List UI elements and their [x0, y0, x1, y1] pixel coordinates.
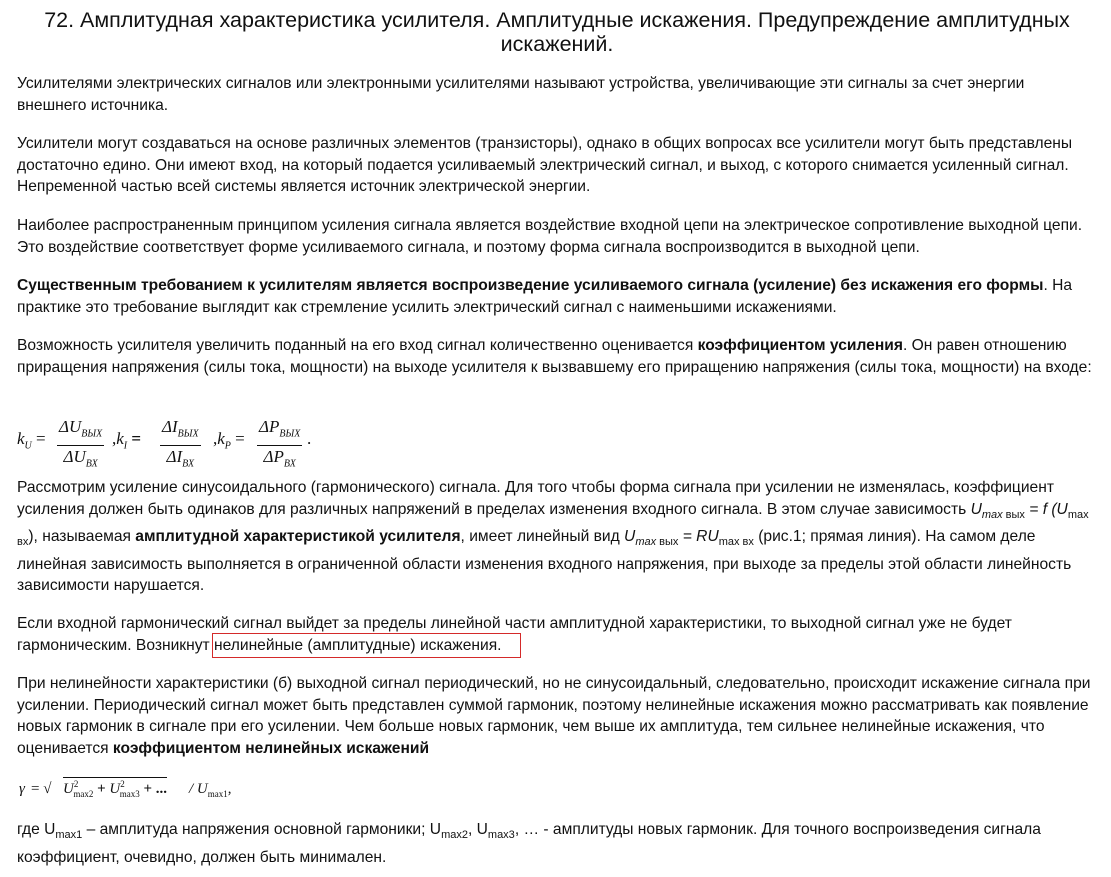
paragraph-amplitude-characteristic: Рассмотрим усиление синусоидального (гармонического) сигнала. Для того чтобы форма сигнала при усилении не изменялась, коэффициент усиления должен быть одинаков для различных напряжений в пределах изменения входного сигнала. В этом случае зависимость $U_{max}$ $_{вых}$ = f $(U_{max вх})$, называемая амплитудной характеристикой усилителя, имеет линейный вид $U_{max}$ $_{вых} = RU_{max вх}$ (рис.1; прямая линия). На самом деле линейная зависимость выполняется в ограниченной области изменения входного напряжения, при выходе за пределы этой области линейность зависимости нарушается. [17, 479, 1089, 595]
formula-kp: $,k_P$ = [213, 429, 245, 452]
paragraph-definition: Усилителями электрических сигналов или электронными усилителями называют устройства, увеличивающие эти сигналы за счет энергии внешнего источника. [17, 75, 1025, 114]
highlight-box [212, 633, 521, 658]
paragraph-harmonics: При нелинейности характеристики (б) выходной сигнал периодический, но не синусоидальный, следовательно, происходит искажение сигнала при усилении. Периодический сигнал может быть представлен суммой гармоник, поэтому нелинейные искажения можно рассматривать как появление новых гармоник в сигнале при его усилении. Чем больше новых гармоник, чем выше их амплитуда, тем сильнее нелинейные искажения, что оценивается коэффициентом нелинейных искажений [17, 675, 1091, 757]
formula-denominator: / $U_{max1}$, [189, 781, 232, 799]
distortion-coefficient-bold: коэффициентом нелинейных искажений [112, 739, 430, 757]
requirement-bold: Существенным требованием к усилителям является воспроизведение усиливаемого сигнала (усиление) без искажения его формы [17, 277, 1044, 294]
amplitude-characteristic-bold: амплитудной характеристикой усилителя [135, 528, 461, 546]
page-title: 72. Амплитудная характеристика усилителя. Амплитудные искажения. Предупреждение амплитудных искажений. [44, 8, 1070, 56]
highlighted-phrase: нелинейные (амплитудные) искажения. [214, 636, 502, 654]
formula-ku: $k_U$ = [17, 429, 46, 452]
fraction-power: $\Delta P_{ВЫХ}$ $\Delta P_{ВХ}$ [259, 417, 301, 470]
formula-ki: $,k_I$ = [112, 429, 142, 452]
paragraph-where: где $U_{max1}$ – амплитуда напряжения основной гармоники; $U_{max2}$, $U_{max3}$, … - амплитуды новых гармоник. Для точного воспроизведения сигнала коэффициент, очевидно, должен быть минимален. [17, 821, 1041, 866]
gain-formula [17, 415, 337, 470]
fraction-voltage: $\Delta U_{ВЫХ}$ $\Delta U_{ВХ}$ [59, 417, 103, 470]
paragraph-nonlinear: Если входной гармонический сигнал выйдет за пределы линейной части амплитудной характеристики, то выходной сигнал уже не будет гармоническим. Возникнут нелинейные (амплитудные) искажения. [17, 615, 1012, 654]
radicand: $U^2_{max2} + U^2_{max3}$ + ... [63, 779, 168, 799]
gain-bold: коэффициентом усиления [697, 337, 903, 354]
paragraph-principle: Наиболее распространенным принципом усиления сигнала является воздействие входной цепи на электрическое сопротивление выходной цепи. Это воздействие соответствует форме усиливаемого сигнала, и поэтому форма сигнала воспроизводится в выходной цепи. [17, 217, 1083, 256]
gain-text-2: . Он равен отношению приращения напряжения (силы тока, мощности) на выходе усилителя к вызвавшему его приращению напряжения (силы тока, мощности) на входе: [17, 337, 1092, 376]
gain-text-1: Возможность усилителя увеличить поданный на его вход сигнал количественно оценивается [17, 337, 698, 354]
paragraph-requirement [17, 275, 1093, 318]
paragraph-gain [17, 335, 1093, 378]
paragraph-elements: Усилители могут создаваться на основе различных элементов (транзисторы), однако в общих вопросах все усилители могут быть представлены достаточно едино. Они имеют вход, на который подается усиливаемый электрический сигнал, и выход, с которого снимается усиленный сигнал. Непременной частью всей системы является источник электрической энергии. [17, 135, 1073, 195]
formula-dot: . [307, 429, 312, 448]
fraction-current: $\Delta I_{ВЫХ}$ $\Delta I_{ВХ}$ [162, 417, 199, 470]
requirement-rest: . На практике это требование выглядит как стремление усилить электрический сигнал с наименьшими искажениями. [17, 277, 1073, 316]
distortion-formula: γ = √ $U^2_{max2} + U^2_{max3}$ + ... / $U_{max1}$, [19, 779, 232, 799]
